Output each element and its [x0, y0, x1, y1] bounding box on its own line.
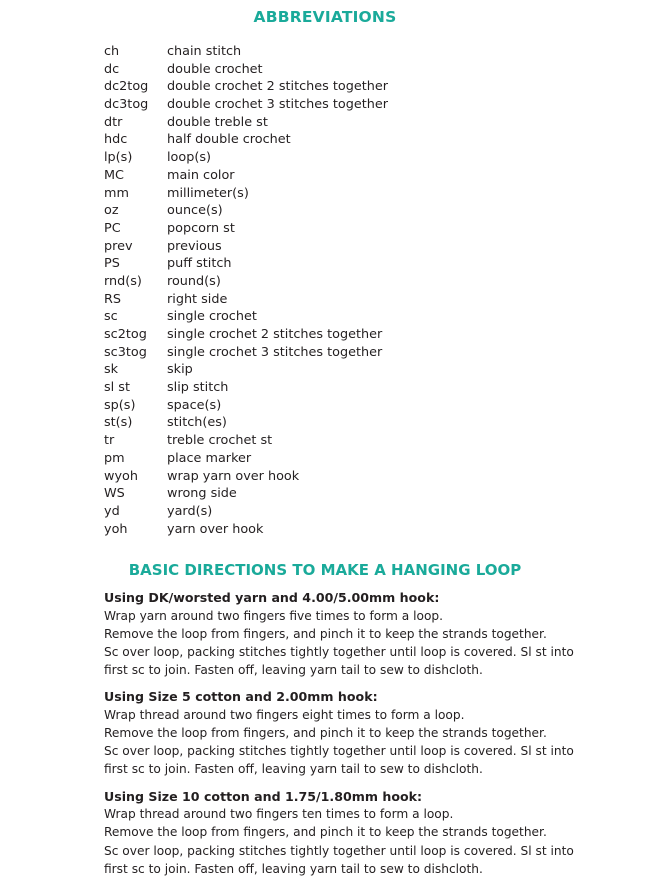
- abbreviations-title: ABBREVIATIONS: [253, 8, 397, 26]
- abbreviation-row: [104, 503, 388, 521]
- abbreviation-term: dc: [104, 61, 120, 77]
- abbreviation-term: wyoh: [104, 468, 138, 484]
- direction-line: first sc to join. Fasten off, leaving yarn tail to sew to dishcloth.: [104, 663, 483, 678]
- abbreviation-row: [104, 432, 388, 450]
- abbreviation-meaning: millimeter(s): [167, 185, 249, 201]
- abbreviation-term: sk: [104, 362, 119, 378]
- direction-section: [104, 688, 644, 778]
- abbreviation-term: RS: [104, 291, 122, 307]
- abbreviation-term: dc3tog: [104, 97, 149, 113]
- abbreviation-meaning: chain stitch: [167, 44, 242, 59]
- abbreviation-meaning: yarn over hook: [167, 521, 264, 537]
- abbreviation-meaning: place marker: [167, 450, 252, 466]
- abbreviation-row: [104, 255, 388, 273]
- direction-line: Remove the loop from fingers, and pinch it to keep the strands together.: [104, 726, 547, 741]
- abbreviation-meaning: single crochet 3 stitches together: [167, 344, 383, 360]
- abbreviation-term: prev: [104, 238, 133, 254]
- direction-line: Wrap thread around two fingers eight times to form a loop.: [104, 707, 465, 722]
- abbreviation-row: [104, 96, 388, 114]
- direction-heading: Using Size 10 cotton and 1.75/1.80mm hook:: [104, 788, 423, 804]
- abbreviation-row: [104, 43, 388, 61]
- abbreviation-term: st(s): [104, 415, 133, 431]
- abbreviation-meaning: space(s): [167, 397, 222, 413]
- direction-heading: Using DK/worsted yarn and 4.00/5.00mm hook:: [104, 590, 440, 605]
- abbreviation-meaning: double treble st: [167, 114, 268, 130]
- abbreviation-meaning: half double crochet: [167, 132, 291, 148]
- abbreviation-row: [104, 78, 388, 96]
- abbreviation-meaning: wrong side: [167, 486, 237, 502]
- abbreviation-meaning: single crochet 2 stitches together: [167, 327, 383, 342]
- abbreviation-row: [104, 167, 388, 185]
- abbreviation-meaning: single crochet: [167, 309, 257, 325]
- abbreviation-row: [104, 185, 388, 203]
- direction-line: Sc over loop, packing stitches tightly together until loop is covered. Sl st into: [104, 744, 574, 759]
- abbreviation-meaning: main color: [167, 167, 235, 183]
- abbreviation-meaning: skip: [167, 362, 193, 378]
- directions-body: [104, 589, 644, 887]
- abbreviation-row: [104, 149, 388, 167]
- abbreviation-row: [104, 450, 388, 468]
- abbreviation-term: rnd(s): [104, 273, 142, 289]
- abbreviation-term: MC: [104, 167, 124, 183]
- abbreviation-meaning: popcorn st: [167, 220, 235, 236]
- abbreviation-term: mm: [104, 185, 129, 201]
- abbreviation-term: sc3tog: [104, 344, 147, 360]
- abbreviation-row: [104, 61, 388, 79]
- direction-line: first sc to join. Fasten off, leaving yarn tail to sew to dishcloth.: [104, 762, 483, 777]
- abbreviation-meaning: round(s): [167, 273, 221, 289]
- direction-heading: Using Size 5 cotton and 2.00mm hook:: [104, 689, 378, 705]
- abbreviation-row: [104, 521, 388, 539]
- abbreviation-meaning: stitch(es): [167, 415, 227, 431]
- abbreviation-term: sc: [104, 309, 118, 325]
- direction-section: [104, 589, 644, 679]
- abbreviation-term: pm: [104, 450, 125, 466]
- direction-line: Wrap thread around two fingers ten times to form a loop.: [104, 807, 454, 822]
- abbreviation-term: sc2tog: [104, 327, 147, 342]
- abbreviation-meaning: double crochet 3 stitches together: [167, 97, 388, 113]
- abbreviation-row: [104, 202, 388, 220]
- abbreviation-row: [104, 397, 388, 415]
- abbreviation-meaning: double crochet 2 stitches together: [167, 79, 388, 95]
- abbreviation-term: sp(s): [104, 397, 136, 413]
- abbreviation-term: yd: [104, 503, 120, 519]
- abbreviation-meaning: right side: [167, 291, 228, 307]
- abbreviation-row: [104, 114, 388, 132]
- abbreviation-term: hdc: [104, 132, 128, 148]
- abbreviation-row: [104, 326, 388, 344]
- abbreviation-meaning: slip stitch: [167, 380, 229, 396]
- abbreviation-row: [104, 414, 388, 432]
- abbreviation-term: WS: [104, 486, 125, 502]
- direction-section: [104, 788, 644, 878]
- abbreviation-meaning: double crochet: [167, 61, 263, 77]
- abbreviation-row: [104, 238, 388, 256]
- abbreviation-meaning: yard(s): [167, 503, 213, 519]
- abbreviation-row: [104, 468, 388, 486]
- direction-line: Remove the loop from fingers, and pinch it to keep the strands together.: [104, 626, 547, 641]
- direction-line: Wrap yarn around two fingers five times to form a loop.: [104, 608, 444, 623]
- direction-line: Remove the loop from fingers, and pinch it to keep the strands together.: [104, 825, 547, 840]
- abbreviation-meaning: puff stitch: [167, 256, 232, 272]
- abbreviation-meaning: ounce(s): [167, 203, 223, 219]
- abbreviation-meaning: wrap yarn over hook: [167, 468, 300, 484]
- abbreviation-meaning: loop(s): [167, 150, 211, 166]
- direction-line: Sc over loop, packing stitches tightly together until loop is covered. Sl st into: [104, 843, 574, 858]
- abbreviation-term: dtr: [104, 114, 123, 130]
- abbreviation-term: dc2tog: [104, 79, 149, 95]
- abbreviation-row: [104, 485, 388, 503]
- abbreviation-row: [104, 131, 388, 149]
- abbreviations-list: [104, 43, 388, 538]
- direction-line: first sc to join. Fasten off, leaving yarn tail to sew to dishcloth.: [104, 861, 483, 876]
- abbreviation-row: [104, 361, 388, 379]
- abbreviation-term: sl st: [104, 380, 130, 396]
- abbreviation-term: ch: [104, 44, 120, 59]
- abbreviation-term: yoh: [104, 521, 128, 537]
- abbreviation-term: tr: [104, 433, 115, 449]
- abbreviation-row: [104, 379, 388, 397]
- direction-line: Sc over loop, packing stitches tightly together until loop is covered. Sl st into: [104, 644, 574, 659]
- abbreviation-row: [104, 273, 388, 291]
- abbreviation-term: oz: [104, 203, 119, 219]
- abbreviation-row: [104, 291, 388, 309]
- abbreviation-row: [104, 344, 388, 362]
- abbreviation-term: PC: [104, 220, 121, 236]
- abbreviation-term: lp(s): [104, 150, 133, 166]
- abbreviation-row: [104, 308, 388, 326]
- abbreviation-meaning: treble crochet st: [167, 433, 273, 449]
- abbreviation-term: PS: [104, 256, 120, 272]
- abbreviation-meaning: previous: [167, 238, 222, 254]
- directions-title: BASIC DIRECTIONS TO MAKE A HANGING LOOP: [128, 561, 522, 579]
- abbreviation-row: [104, 220, 388, 238]
